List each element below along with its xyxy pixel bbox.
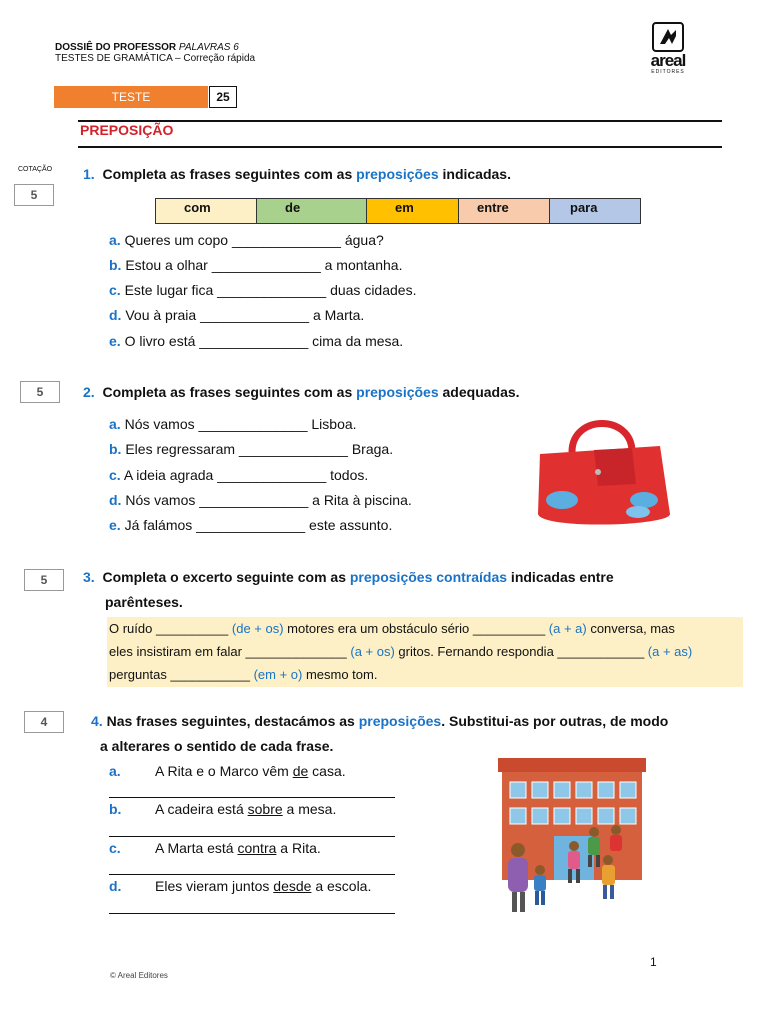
copyright: © Areal Editores bbox=[110, 971, 168, 980]
q1-item: d. Vou à praia ______________ a Marta. bbox=[109, 307, 365, 323]
answer-line[interactable] bbox=[109, 797, 395, 798]
q2-item: b. Eles regressaram ______________ Braga. bbox=[109, 441, 394, 457]
q1-score: 5 bbox=[14, 184, 54, 206]
q4-item: d. bbox=[109, 878, 122, 894]
header-line1: DOSSIÊ DO PROFESSOR PALAVRAS 6 bbox=[55, 42, 239, 53]
q1-prompt: 1. Completa as frases seguintes com as preposições indicadas. bbox=[83, 166, 511, 182]
test-label: TESTE bbox=[54, 86, 208, 108]
q4-item-text: A Marta está contra a Rita. bbox=[155, 840, 321, 856]
q1-item: c. Este lugar fica ______________ duas cidades. bbox=[109, 282, 417, 298]
page-title: PREPOSIÇÃO bbox=[80, 122, 174, 138]
q3-excerpt: O ruído __________ (de + os) motores era um obstáculo sério __________ (a + a) conversa, mas eles insistiram em falar ______________ (a + os) gritos. Fernando respondia ____________ (a + as) perguntas ___________ (em + o) mesmo tom. bbox=[107, 617, 743, 687]
q2-item: d. Nós vamos ______________ a Rita à piscina. bbox=[109, 492, 412, 508]
publisher-logo: areal EDITORES bbox=[636, 22, 700, 76]
prep-cell: com bbox=[156, 199, 257, 223]
preposition-table bbox=[155, 198, 641, 224]
q4-item-text: Eles vieram juntos desde a escola. bbox=[155, 878, 372, 894]
header-line2: TESTES DE GRAMÁTICA – Correção rápida bbox=[55, 53, 256, 64]
test-number: 25 bbox=[209, 86, 237, 108]
q1-item: e. O livro está ______________ cima da mesa. bbox=[109, 333, 404, 349]
q3-prompt: 3. Completa o excerto seguinte com as preposições contraídas indicadas entre bbox=[83, 569, 614, 585]
school-illustration bbox=[484, 752, 660, 920]
q4-item: a. bbox=[109, 763, 121, 779]
q4-item: c. bbox=[109, 840, 121, 856]
q4-score: 4 bbox=[24, 711, 64, 733]
q4-prompt: 4. Nas frases seguintes, destacámos as preposições. Substitui-as por outras, de modo bbox=[91, 713, 669, 729]
q4-item: b. bbox=[109, 801, 122, 817]
prep-cell: entre bbox=[459, 199, 550, 223]
q2-item: a. Nós vamos ______________ Lisboa. bbox=[109, 416, 357, 432]
q2-item: c. A ideia agrada ______________ todos. bbox=[109, 467, 369, 483]
answer-line[interactable] bbox=[109, 874, 395, 875]
q1-item: b. Estou a olhar ______________ a montanha. bbox=[109, 257, 403, 273]
answer-line[interactable] bbox=[109, 836, 395, 837]
q2-score: 5 bbox=[20, 381, 60, 403]
title-rule-bottom bbox=[78, 146, 722, 148]
cotacao-label: COTAÇÃO bbox=[18, 166, 53, 173]
q3-score: 5 bbox=[24, 569, 64, 591]
logo-mark-icon bbox=[652, 22, 684, 52]
page-number: 1 bbox=[650, 955, 657, 969]
q2-prompt: 2. Completa as frases seguintes com as preposições adequadas. bbox=[83, 384, 520, 400]
prep-cell: de bbox=[257, 199, 367, 223]
q3-prompt-continued: parênteses. bbox=[105, 594, 183, 610]
title-rule-top bbox=[78, 120, 722, 122]
q2-item: e. Já falámos ______________ este assunto. bbox=[109, 517, 393, 533]
answer-line[interactable] bbox=[109, 913, 395, 914]
q4-item-text: A cadeira está sobre a mesa. bbox=[155, 801, 337, 817]
q4-item-text: A Rita e o Marco vêm de casa. bbox=[155, 763, 346, 779]
prep-cell: em bbox=[367, 199, 459, 223]
q4-prompt-continued: a alterares o sentido de cada frase. bbox=[100, 738, 334, 754]
q1-item: a. Queres um copo ______________ água? bbox=[109, 232, 384, 248]
red-bag-illustration bbox=[532, 414, 672, 532]
prep-cell: para bbox=[550, 199, 640, 223]
